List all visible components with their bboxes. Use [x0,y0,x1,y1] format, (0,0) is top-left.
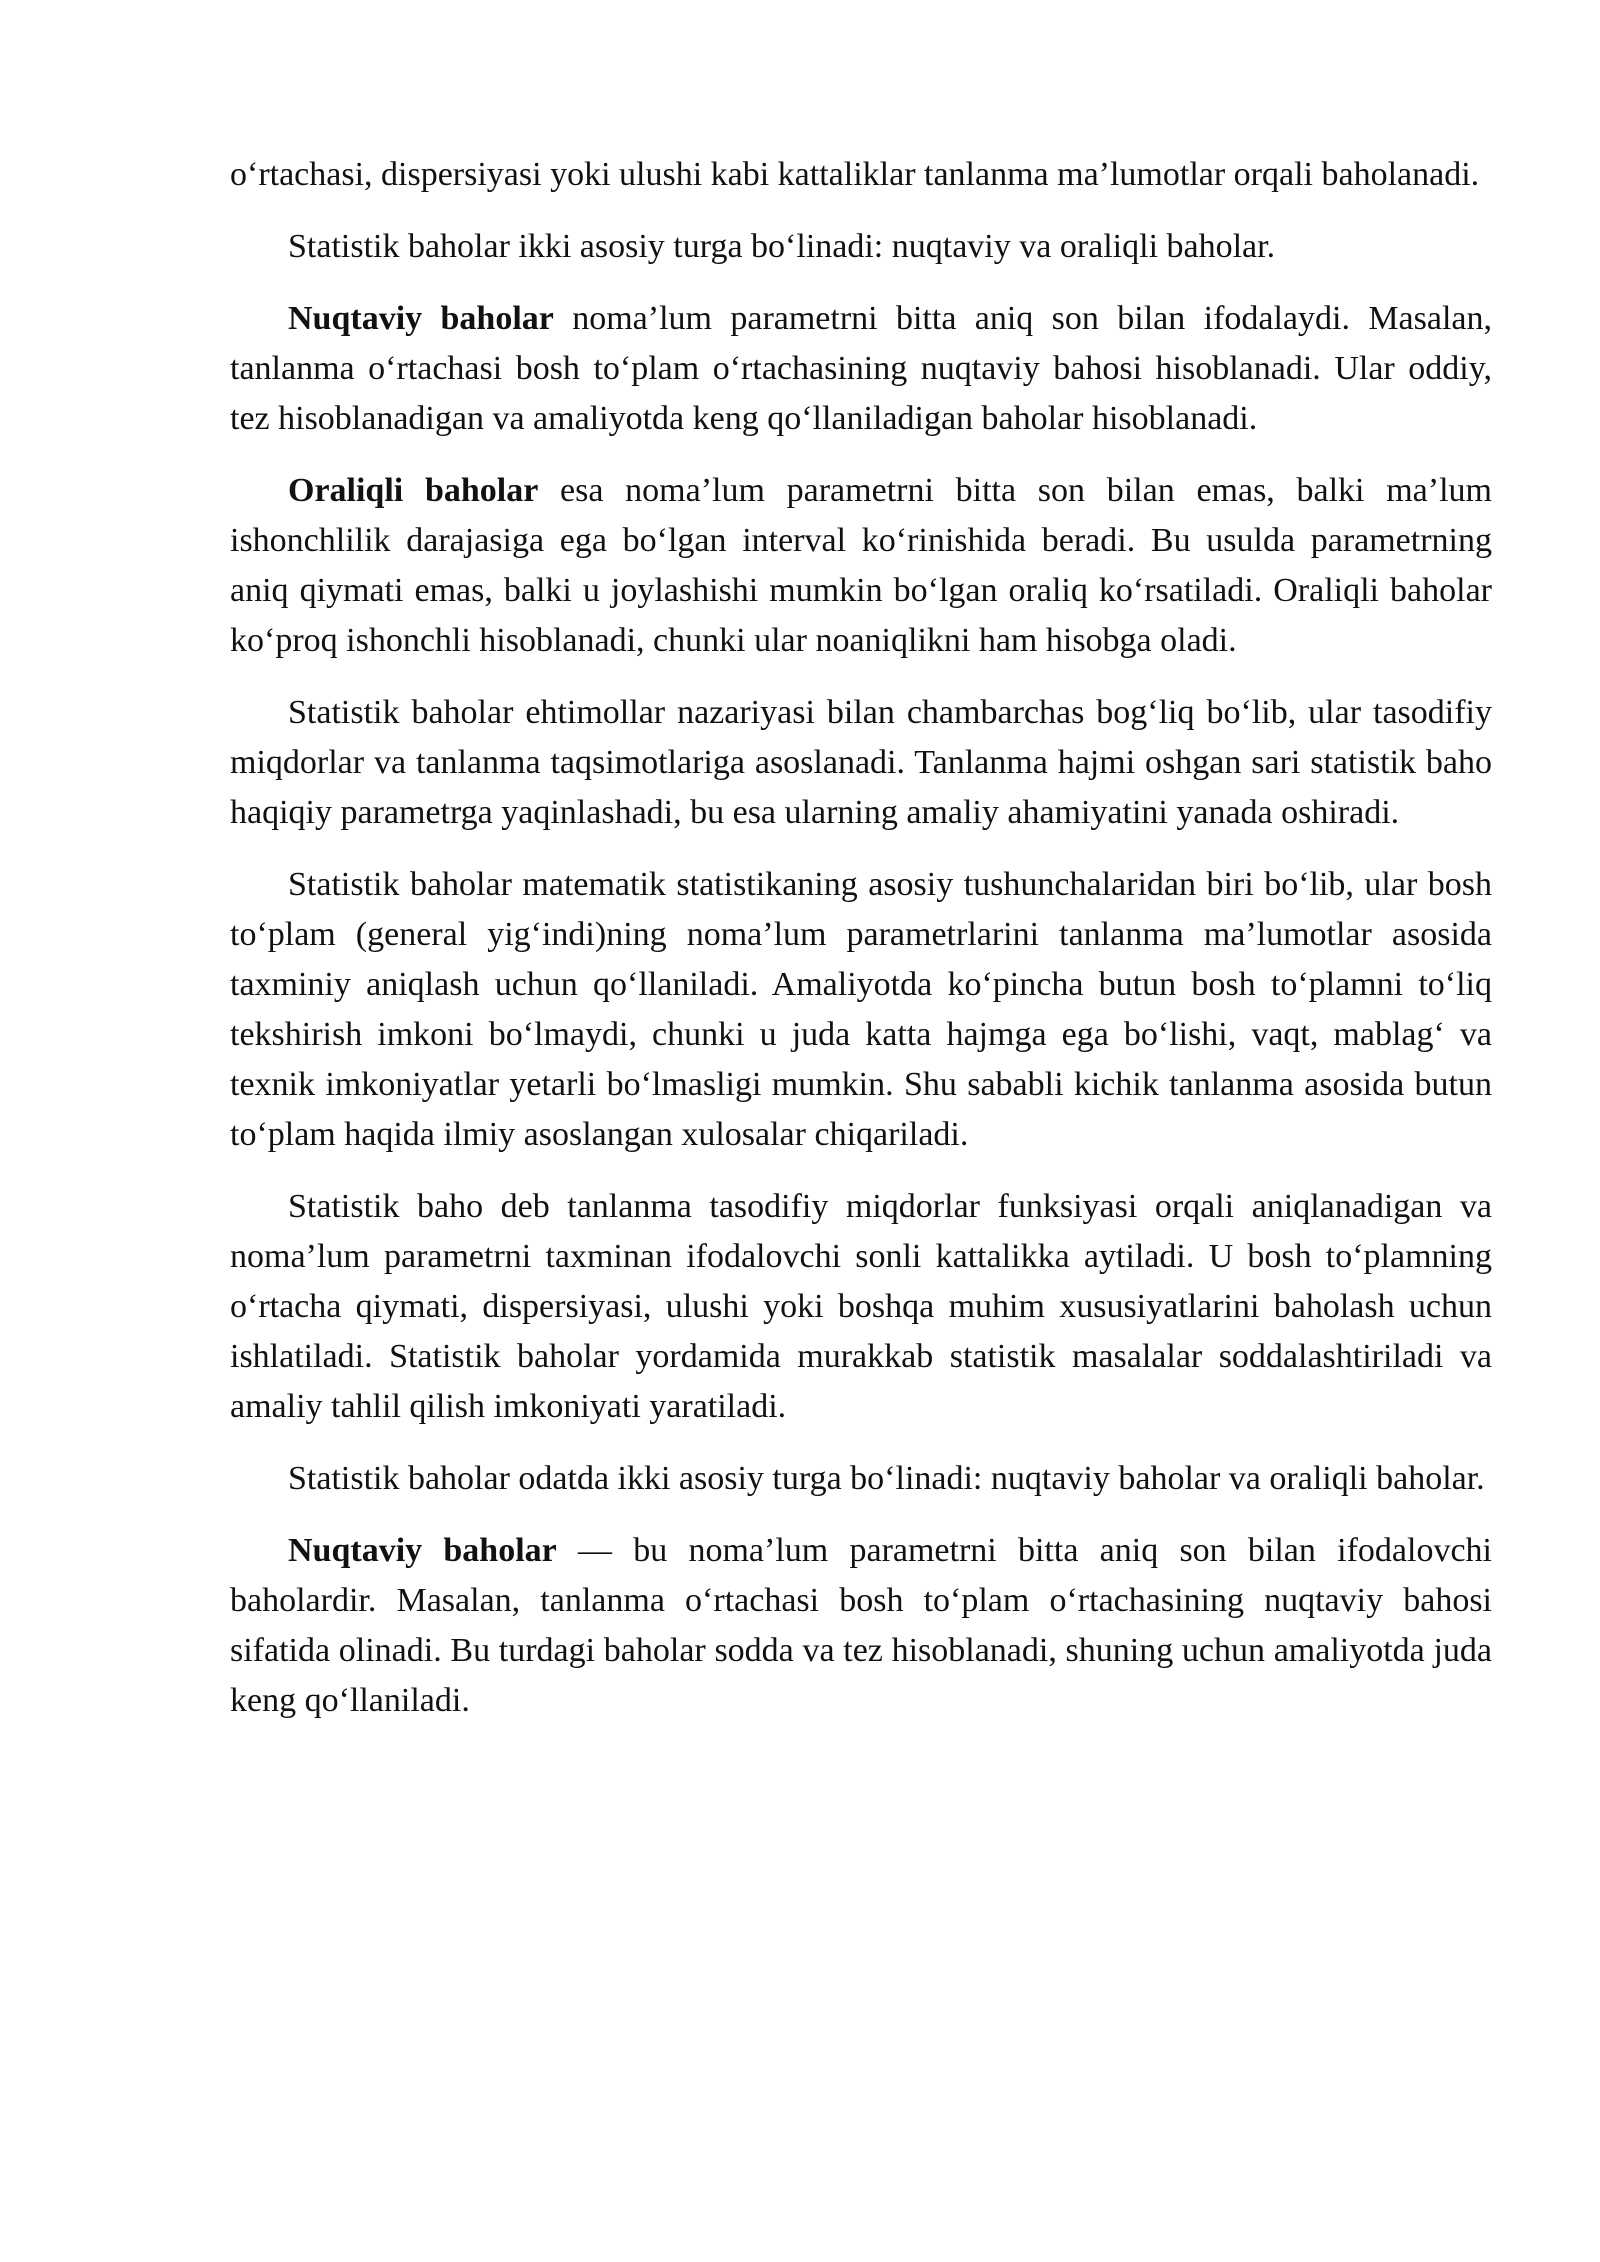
paragraph-text: Statistik baholar ehtimollar nazariyasi bilan chambarchas bog‘liq bo‘lib, ular tasodifiy miqdorlar va tanlanma taqsimotlariga asoslanadi. Tanlanma hajmi oshgan sari statistik baho haqiqiy parametrga yaqinlashadi, bu esa ularning amaliy ahamiyatini yanada oshiradi. [230,694,1492,831]
paragraph-text: noma’lum parametrni bitta aniq son bilan ifodalaydi. Masalan, tanlanma o‘rtachasi bosh to‘plam o‘rtachasining nuqtaviy bahosi hisoblanadi. Ular oddiy, tez hisoblanadigan va amaliyotda keng qo‘llaniladigan baholar hisoblanadi. [230,300,1493,437]
paragraph-4 [230,466,1492,666]
paragraph-6 [230,860,1492,1160]
paragraph-8 [230,1454,1492,1504]
paragraph-text: Statistik baholar ikki asosiy turga bo‘linadi: nuqtaviy va oraliqli baholar. [288,228,1276,265]
paragraph-2 [230,222,1492,272]
paragraph-text: — bu noma’lum parametrni bitta aniq son bilan ifodalovchi baholardir. Masalan, tanlanma o‘rtachasi bosh to‘plam o‘rtachasining nuqtaviy bahosi sifatida olinadi. Bu turdagi baholar sodda va tez hisoblanadi, shuning uchun amaliyotda juda keng qo‘llaniladi. [230,1532,1492,1719]
paragraph-text: Statistik baholar matematik statistikaning asosiy tushunchalaridan biri bo‘lib, ular bosh to‘plam (general yig‘indi)ning noma’lum parametrlarini tanlanma ma’lumotlar asosida taxminiy aniqlash uchun qo‘llaniladi. Amaliyotda ko‘pincha butun bosh to‘plamni to‘liq tekshirish imkoni bo‘lmaydi, chunki u juda katta hajmga ega bo‘lishi, vaqt, mablag‘ va texnik imkoniyatlar yetarli bo‘lmasligi mumkin. Shu sababli kichik tanlanma asosida butun to‘plam haqida ilmiy asoslangan xulosalar chiqariladi. [230,866,1492,1153]
paragraph-7 [230,1182,1492,1432]
paragraph-text: Statistik baholar odatda ikki asosiy turga bo‘linadi: nuqtaviy baholar va oraliqli baholar. [288,1460,1485,1497]
paragraph-text: esa noma’lum parametrni bitta son bilan emas, balki ma’lum ishonchlilik darajasiga ega bo‘lgan interval ko‘rinishida beradi. Bu usulda parametrning aniq qiymati emas, balki u joylashishi mumkin bo‘lgan oraliq ko‘rsatiladi. Oraliqli baholar ko‘proq ishonchli hisoblanadi, chunki ular noaniqlikni ham hisobga oladi. [230,472,1492,659]
paragraph-3 [230,294,1492,444]
paragraph-text: o‘rtachasi, dispersiyasi yoki ulushi kabi kattaliklar tanlanma ma’lumotlar orqali baholanadi. [230,156,1480,193]
paragraph-1 [230,150,1492,200]
document-body [230,150,1492,1748]
bold-term: Nuqtaviy baholar [288,1532,557,1569]
paragraph-5 [230,688,1492,838]
paragraph-text: Statistik baho deb tanlanma tasodifiy miqdorlar funksiyasi orqali aniqlanadigan va noma’lum parametrni taxminan ifodalovchi sonli kattalikka aytiladi. U bosh to‘plamning o‘rtacha qiymati, dispersiyasi, ulushi yoki boshqa muhim xususiyatlarini baholash uchun ishlatiladi. Statistik baholar yordamida murakkab statistik masalalar soddalashtiriladi va amaliy tahlil qilish imkoniyati yaratiladi. [230,1188,1492,1425]
bold-term: Nuqtaviy baholar [288,300,554,337]
paragraph-9 [230,1526,1492,1726]
bold-term: Oraliqli baholar [288,472,539,509]
